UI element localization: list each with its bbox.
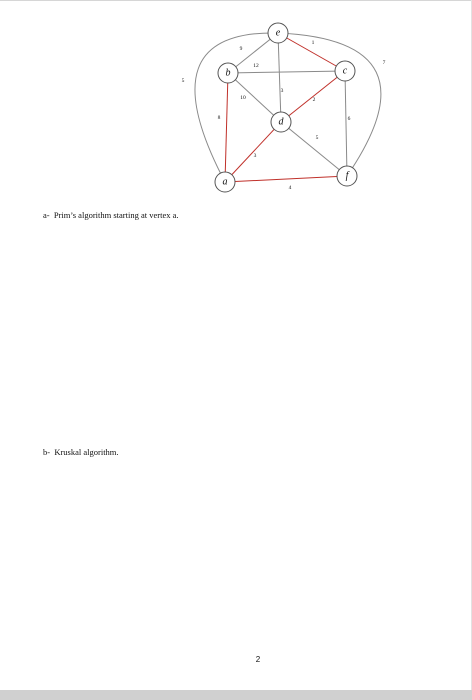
edge-weight-d-f: 5 xyxy=(315,135,319,141)
vertex-c xyxy=(335,61,355,81)
page-number: 2 xyxy=(255,655,261,664)
vertex-b xyxy=(218,63,238,83)
edge-weight-b-e: 9 xyxy=(239,46,243,52)
edge-weight-a-f: 4 xyxy=(288,185,292,191)
edge-e-d xyxy=(278,33,281,122)
edge-weight-c-f: 6 xyxy=(347,116,351,122)
vertex-a xyxy=(215,172,235,192)
page-bottom-bar xyxy=(0,690,472,700)
edges-layer xyxy=(195,33,381,182)
vertex-d xyxy=(271,112,291,132)
edge-weight-a-b: 8 xyxy=(217,115,221,121)
vertex-label-f: f xyxy=(345,170,349,182)
vertex-label-b: b xyxy=(225,67,231,79)
vertex-e xyxy=(268,23,288,43)
edge-weight-e-c: 1 xyxy=(311,40,315,46)
vertex-label-d: d xyxy=(278,116,284,128)
edge-weight-b-c: 12 xyxy=(253,63,259,69)
edge-e-f-outer xyxy=(278,33,381,176)
edge-e-c xyxy=(278,33,345,71)
vertex-f xyxy=(337,166,357,186)
edge-weight-e-f-outer: 7 xyxy=(382,60,386,66)
vertex-label-c: c xyxy=(342,65,348,77)
graph-figure xyxy=(0,0,472,200)
question-a-prim: a- Prim’s algorithm starting at vertex a. xyxy=(43,210,179,220)
edge-b-c xyxy=(228,71,345,73)
edge-a-d xyxy=(225,122,281,182)
edge-b-d xyxy=(228,73,281,122)
question-b-kruskal: b- Kruskal algorithm. xyxy=(43,447,119,457)
edge-c-f xyxy=(345,71,347,176)
vertex-label-e: e xyxy=(275,27,281,39)
vertex-label-a: a xyxy=(222,176,228,188)
edge-weight-b-d: 10 xyxy=(240,95,246,101)
edge-weight-a-e-outer: 5 xyxy=(181,78,185,84)
edge-a-b xyxy=(225,73,228,182)
edge-weight-e-d: 3 xyxy=(280,88,284,94)
edge-weight-c-d: 2 xyxy=(312,97,316,103)
edge-d-f xyxy=(281,122,347,176)
edge-a-f xyxy=(225,176,347,182)
edge-weight-a-d: 3 xyxy=(253,153,257,159)
